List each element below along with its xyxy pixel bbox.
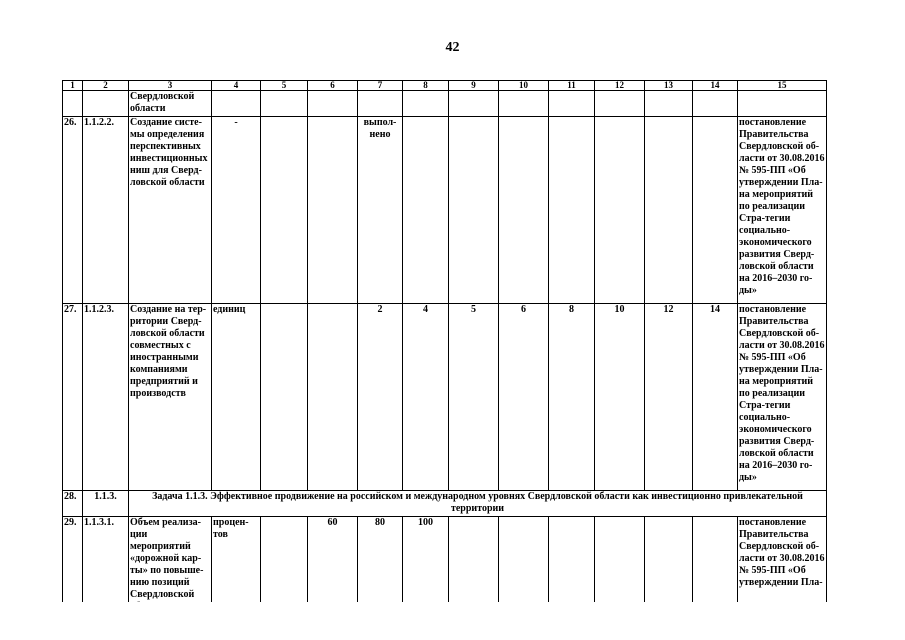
column-header: 8	[403, 81, 449, 91]
cell	[261, 91, 308, 117]
row-source: постановление Правительства Свердловской об-ласти от 30.08.2016 № 595-ПП «Об утверждении Пла-	[738, 517, 827, 614]
row-unit: процен-тов	[212, 517, 261, 614]
column-header: 11	[549, 81, 595, 91]
cell	[403, 91, 449, 117]
column-header: 14	[693, 81, 738, 91]
cell	[308, 117, 358, 304]
row-unit	[212, 91, 261, 117]
header-row	[63, 81, 827, 91]
cell	[693, 117, 738, 304]
cell	[549, 117, 595, 304]
cell: 5	[449, 304, 499, 491]
cell	[308, 304, 358, 491]
row-title: Свердловской области	[129, 91, 212, 117]
cell	[261, 304, 308, 491]
cell: 10	[595, 304, 645, 491]
cell: 4	[403, 304, 449, 491]
cell: 60	[308, 517, 358, 614]
cell	[449, 517, 499, 614]
cell	[645, 117, 693, 304]
cell	[645, 517, 693, 614]
cell	[549, 91, 595, 117]
cell: 2	[358, 304, 403, 491]
row-source	[738, 91, 827, 117]
row-unit: -	[212, 117, 261, 304]
row-code	[83, 91, 129, 117]
column-header: 2	[83, 81, 129, 91]
cell	[499, 517, 549, 614]
column-header: 3	[129, 81, 212, 91]
column-header: 10	[499, 81, 549, 91]
cell: 12	[645, 304, 693, 491]
row-source: постановление Правительства Свердловской об-ласти от 30.08.2016 № 595-ПП «Об утверждении Пла-на мероприятий по реализации Стра-тегии социально-экономического развития Сверд-ловской области на 2016–2030 го-ды»	[738, 117, 827, 304]
row-code: 1.1.2.2.	[83, 117, 129, 304]
table-row	[63, 304, 827, 491]
cell: 6	[499, 304, 549, 491]
cell	[499, 117, 549, 304]
cell: 80	[358, 517, 403, 614]
row-code: 1.1.3.1.	[83, 517, 129, 614]
row-number	[63, 91, 83, 117]
cell	[693, 517, 738, 614]
cell	[645, 91, 693, 117]
cell	[261, 117, 308, 304]
row-title: Объем реализа-ции мероприятий «дорожной кар-ты» по повыше-нию позиций Свердловской	[129, 517, 212, 614]
table-row	[63, 117, 827, 304]
cell	[449, 117, 499, 304]
cell	[261, 517, 308, 614]
cell	[595, 91, 645, 117]
column-header: 12	[595, 81, 645, 91]
task-title: Задача 1.1.3. Эффективное продвижение на российском и международном уровнях Свердловской области как инвестиционно привлекательной территории	[129, 491, 827, 517]
column-header: 7	[358, 81, 403, 91]
cell	[449, 91, 499, 117]
column-header: 5	[261, 81, 308, 91]
column-header: 13	[645, 81, 693, 91]
plan-table	[62, 80, 827, 613]
cell: 8	[549, 304, 595, 491]
row-number: 29.	[63, 517, 83, 614]
cell: выпол-нено	[358, 117, 403, 304]
row-number: 28.	[63, 491, 83, 517]
cell: 14	[693, 304, 738, 491]
cell	[595, 517, 645, 614]
row-code: 1.1.3.	[83, 491, 129, 517]
cell	[358, 91, 403, 117]
row-number: 26.	[63, 117, 83, 304]
row-title: Создание систе-мы определения перспективных инвестиционных ниш для Сверд-ловской области	[129, 117, 212, 304]
cell	[308, 91, 358, 117]
column-header: 15	[738, 81, 827, 91]
row-unit: единиц	[212, 304, 261, 491]
table-row	[63, 517, 827, 614]
cell	[403, 117, 449, 304]
row-code: 1.1.2.3.	[83, 304, 129, 491]
row-title: Создание на тер-ритории Сверд-ловской области совместных с иностранными компаниями предприятий и производств	[129, 304, 212, 491]
cell	[595, 117, 645, 304]
page-bottom-margin	[0, 602, 905, 640]
column-header: 9	[449, 81, 499, 91]
cell	[499, 91, 549, 117]
row-number: 27.	[63, 304, 83, 491]
table-row-task	[63, 491, 827, 517]
page-number: 42	[445, 40, 460, 55]
column-header: 6	[308, 81, 358, 91]
row-source: постановление Правительства Свердловской об-ласти от 30.08.2016 № 595-ПП «Об утверждении Пла-на мероприятий по реализации Стра-тегии социально-экономического развития Сверд-ловской области на 2016–2030 го-ды»	[738, 304, 827, 491]
cell	[693, 91, 738, 117]
column-header: 4	[212, 81, 261, 91]
column-header: 1	[63, 81, 83, 91]
table-row	[63, 91, 827, 117]
cell	[549, 517, 595, 614]
cell: 100	[403, 517, 449, 614]
